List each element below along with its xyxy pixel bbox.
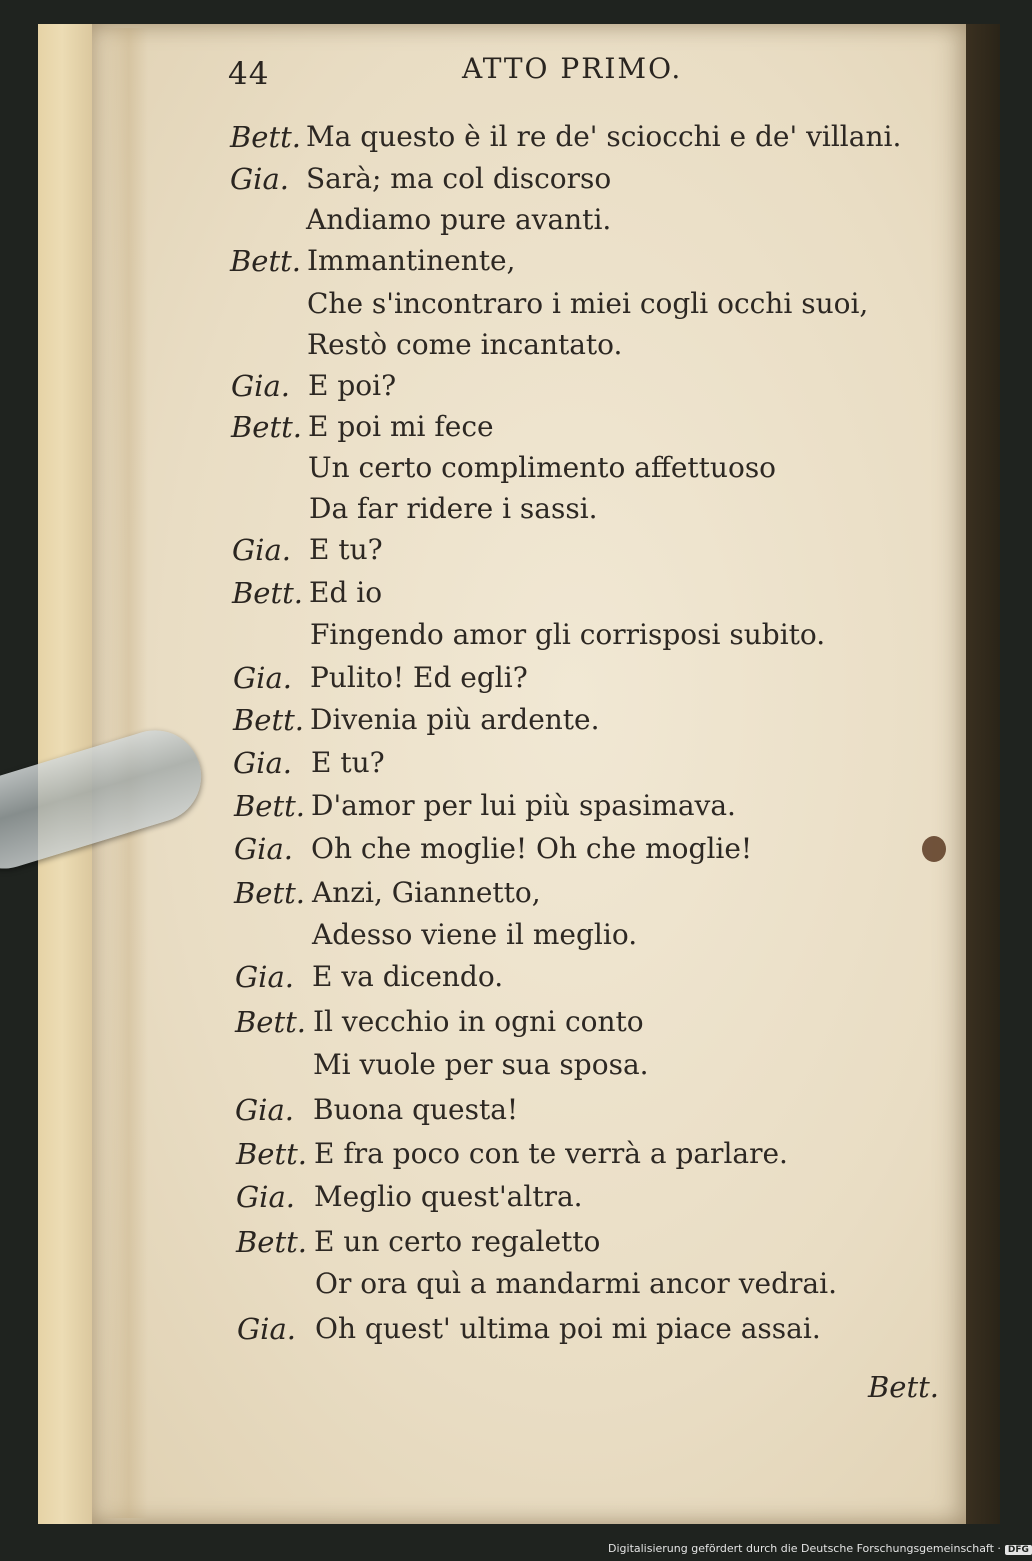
- speaker-label: Bett.: [231, 410, 302, 444]
- dialogue-line: Mi vuole per sua sposa.: [313, 1048, 649, 1081]
- running-title: ATTO PRIMO.: [462, 52, 683, 85]
- dialogue-line: Immantinente,: [307, 244, 516, 277]
- speaker-label: Bett.: [232, 576, 303, 610]
- speaker-label: Gia.: [233, 746, 292, 780]
- speaker-label: Gia.: [231, 369, 290, 403]
- speaker-label: Bett.: [230, 120, 301, 154]
- dialogue-line: D'amor per lui più spasimava.: [311, 789, 736, 822]
- dialogue-line: Ed io: [309, 576, 383, 609]
- speaker-label: Bett.: [230, 244, 301, 278]
- dialogue-line: Buona questa!: [313, 1093, 519, 1126]
- dialogue-line: Meglio quest'altra.: [314, 1180, 583, 1213]
- dialogue-line: E fra poco con te verrà a parlare.: [314, 1137, 788, 1170]
- speaker-label: Bett.: [236, 1137, 307, 1171]
- speaker-label: Gia.: [234, 832, 293, 866]
- speaker-label: Bett.: [234, 876, 305, 910]
- page-number: 44: [228, 56, 270, 92]
- dialogue-line: E tu?: [311, 746, 385, 779]
- catchword: Bett.: [868, 1370, 939, 1404]
- dialogue-line: Oh quest' ultima poi mi piace assai.: [315, 1312, 821, 1345]
- credit-text: Digitalisierung gefördert durch die Deutsche Forschungsgemeinschaft ·: [608, 1542, 1001, 1555]
- dialogue-line: Da far ridere i sassi.: [309, 492, 598, 525]
- speaker-label: Gia.: [230, 162, 289, 196]
- dialogue-line: Pulito! Ed egli?: [310, 661, 528, 694]
- dialogue-line: Oh che moglie! Oh che moglie!: [311, 832, 753, 865]
- speaker-label: Gia.: [237, 1312, 296, 1346]
- speaker-label: Gia.: [235, 1093, 294, 1127]
- dialogue-line: E poi?: [308, 369, 397, 402]
- dialogue-line: Che s'incontraro i miei cogli occhi suoi,: [307, 287, 869, 320]
- dialogue-line: Fingendo amor gli corrisposi subito.: [310, 618, 826, 651]
- dialogue-line: E tu?: [309, 533, 383, 566]
- speaker-label: Bett.: [233, 703, 304, 737]
- dialogue-line: Il vecchio in ogni conto: [313, 1005, 644, 1038]
- speaker-label: Gia.: [233, 661, 292, 695]
- dialogue-line: Anzi, Giannetto,: [312, 876, 541, 909]
- speaker-label: Bett.: [234, 789, 305, 823]
- speaker-label: Gia.: [236, 1180, 295, 1214]
- dialogue-line: E poi mi fece: [308, 410, 494, 443]
- speaker-label: Bett.: [236, 1225, 307, 1259]
- ink-stain: [922, 836, 946, 862]
- dialogue-line: Sarà; ma col discorso: [306, 162, 612, 195]
- dialogue-line: E un certo regaletto: [314, 1225, 601, 1258]
- speaker-label: Bett.: [235, 1005, 306, 1039]
- dialogue-line: Andiamo pure avanti.: [306, 203, 612, 236]
- dialogue-line: Restò come incantato.: [307, 328, 623, 361]
- dialogue-line: Divenia più ardente.: [310, 703, 600, 736]
- dialogue-line: Un certo complimento affettuoso: [308, 451, 777, 484]
- speaker-label: Gia.: [232, 533, 291, 567]
- dialogue-line: Or ora quì a mandarmi ancor vedrai.: [315, 1267, 837, 1300]
- digitization-credit: [608, 1542, 1032, 1555]
- dialogue-line: Ma questo è il re de' sciocchi e de' villani.: [306, 120, 902, 153]
- speaker-label: Gia.: [235, 960, 294, 994]
- dialogue-line: Adesso viene il meglio.: [312, 918, 638, 951]
- dfg-logo: DFG: [1005, 1545, 1032, 1555]
- dialogue-line: E va dicendo.: [312, 960, 504, 993]
